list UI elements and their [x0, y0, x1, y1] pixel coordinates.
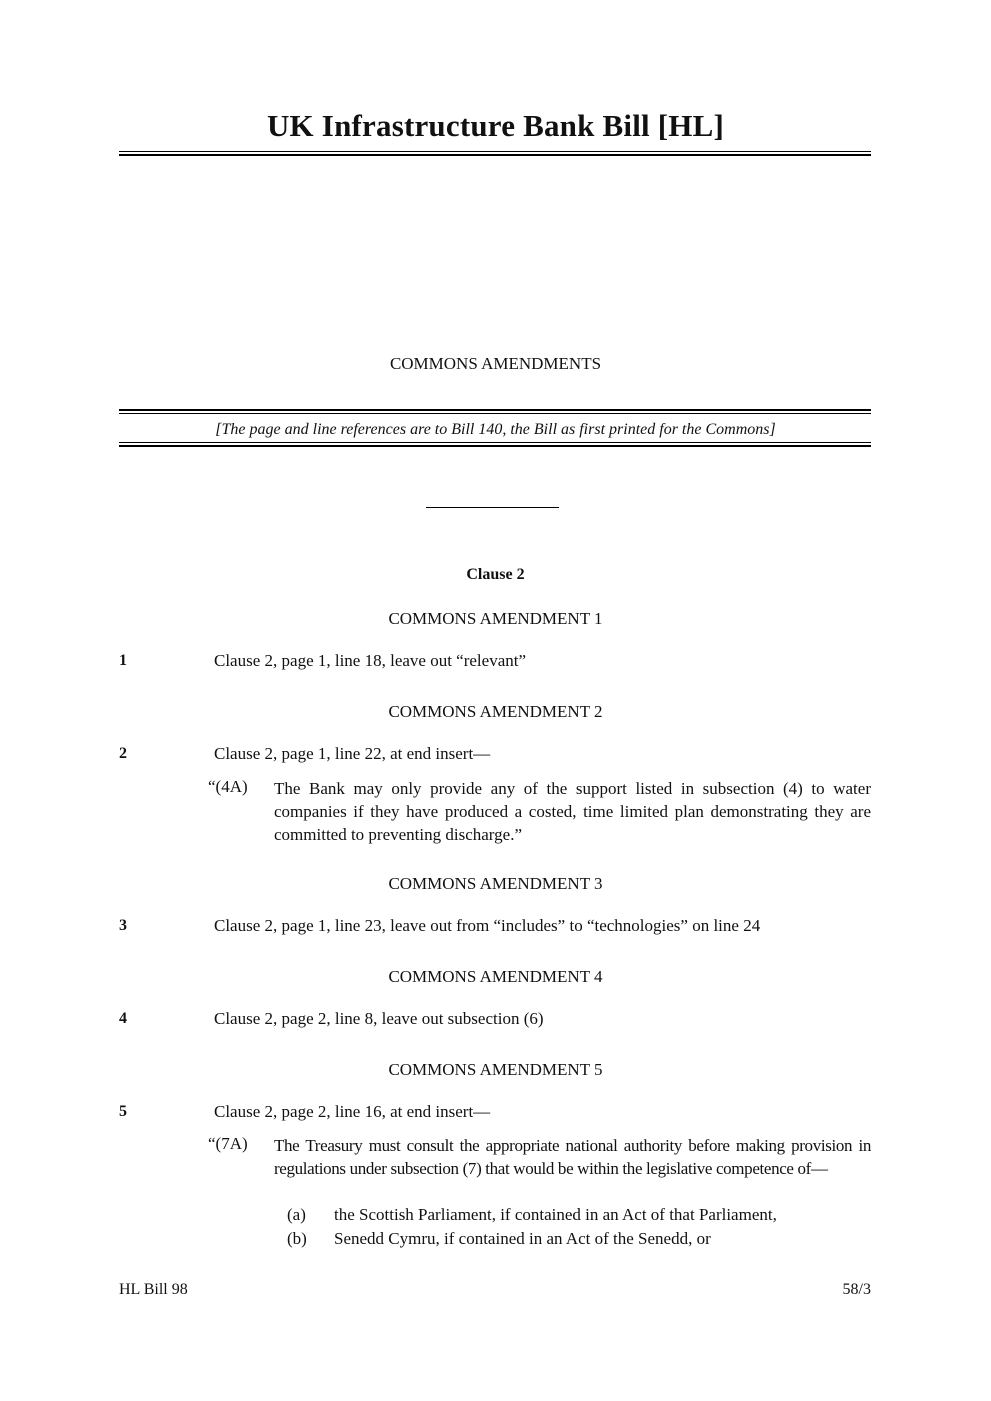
paragraph-label: (a) [287, 1205, 306, 1224]
section-heading: COMMONS AMENDMENTS [389, 354, 602, 373]
inserted-subsection-text: The Bank may only provide any of the support listed in subsection (4) to water companies if they have produced a costed, time limited plan demonstrating they are committed to preventing discharge.” [274, 779, 871, 844]
amendment-heading: COMMONS AMENDMENT 5 [388, 1060, 603, 1079]
note-bottom-rule-thin [119, 442, 871, 443]
title-rule-thick [119, 154, 871, 156]
paragraph-label: (b) [287, 1229, 307, 1248]
amendment-heading: COMMONS AMENDMENT 1 [388, 609, 603, 628]
note-bottom-rule-thick [119, 445, 871, 447]
amendment-heading: COMMONS AMENDMENT 2 [388, 702, 603, 721]
inserted-subsection-label: “(7A) [208, 1134, 248, 1153]
amendment-text: Clause 2, page 1, line 22, at end insert— [214, 744, 491, 763]
paragraph-text: Senedd Cymru, if contained in an Act of the Senedd, or [334, 1229, 711, 1248]
amendment-text: Clause 2, page 2, line 8, leave out subsection (6) [214, 1009, 544, 1028]
amendment-number: 1 [119, 652, 127, 669]
amendment-number: 3 [119, 917, 127, 934]
footer-bill-number: HL Bill 98 [119, 1281, 188, 1298]
amendment-heading: COMMONS AMENDMENT 4 [388, 967, 603, 986]
amendment-number: 2 [119, 745, 127, 762]
amendment-text: Clause 2, page 2, line 16, at end insert— [214, 1102, 491, 1121]
footer-print-reference: 58/3 [842, 1281, 871, 1298]
amendment-number: 5 [119, 1103, 127, 1120]
amendment-heading: COMMONS AMENDMENT 3 [388, 874, 603, 893]
amendment-text: Clause 2, page 1, line 18, leave out “relevant” [214, 651, 527, 670]
clause-heading: Clause 2 [466, 566, 525, 583]
title-rule-thin [119, 151, 871, 152]
amendment-text: Clause 2, page 1, line 23, leave out from “includes” to “technologies” on line 24 [214, 916, 761, 935]
amendment-number: 4 [119, 1010, 127, 1027]
note-top-rule-thin [119, 413, 871, 414]
separator-rule [426, 507, 559, 508]
inserted-subsection-text: The Treasury must consult the appropriate national authority before making provision in regulations under subsection (7) that would be within the legislative competence of— [274, 1136, 871, 1178]
note-top-rule-thick [119, 409, 871, 411]
bill-title: UK Infrastructure Bank Bill [HL] [266, 108, 725, 143]
inserted-subsection-label: “(4A) [208, 777, 248, 796]
reference-note: [The page and line references are to Bill 140, the Bill as first printed for the Commons] [215, 421, 776, 438]
paragraph-text: the Scottish Parliament, if contained in an Act of that Parliament, [334, 1205, 777, 1224]
